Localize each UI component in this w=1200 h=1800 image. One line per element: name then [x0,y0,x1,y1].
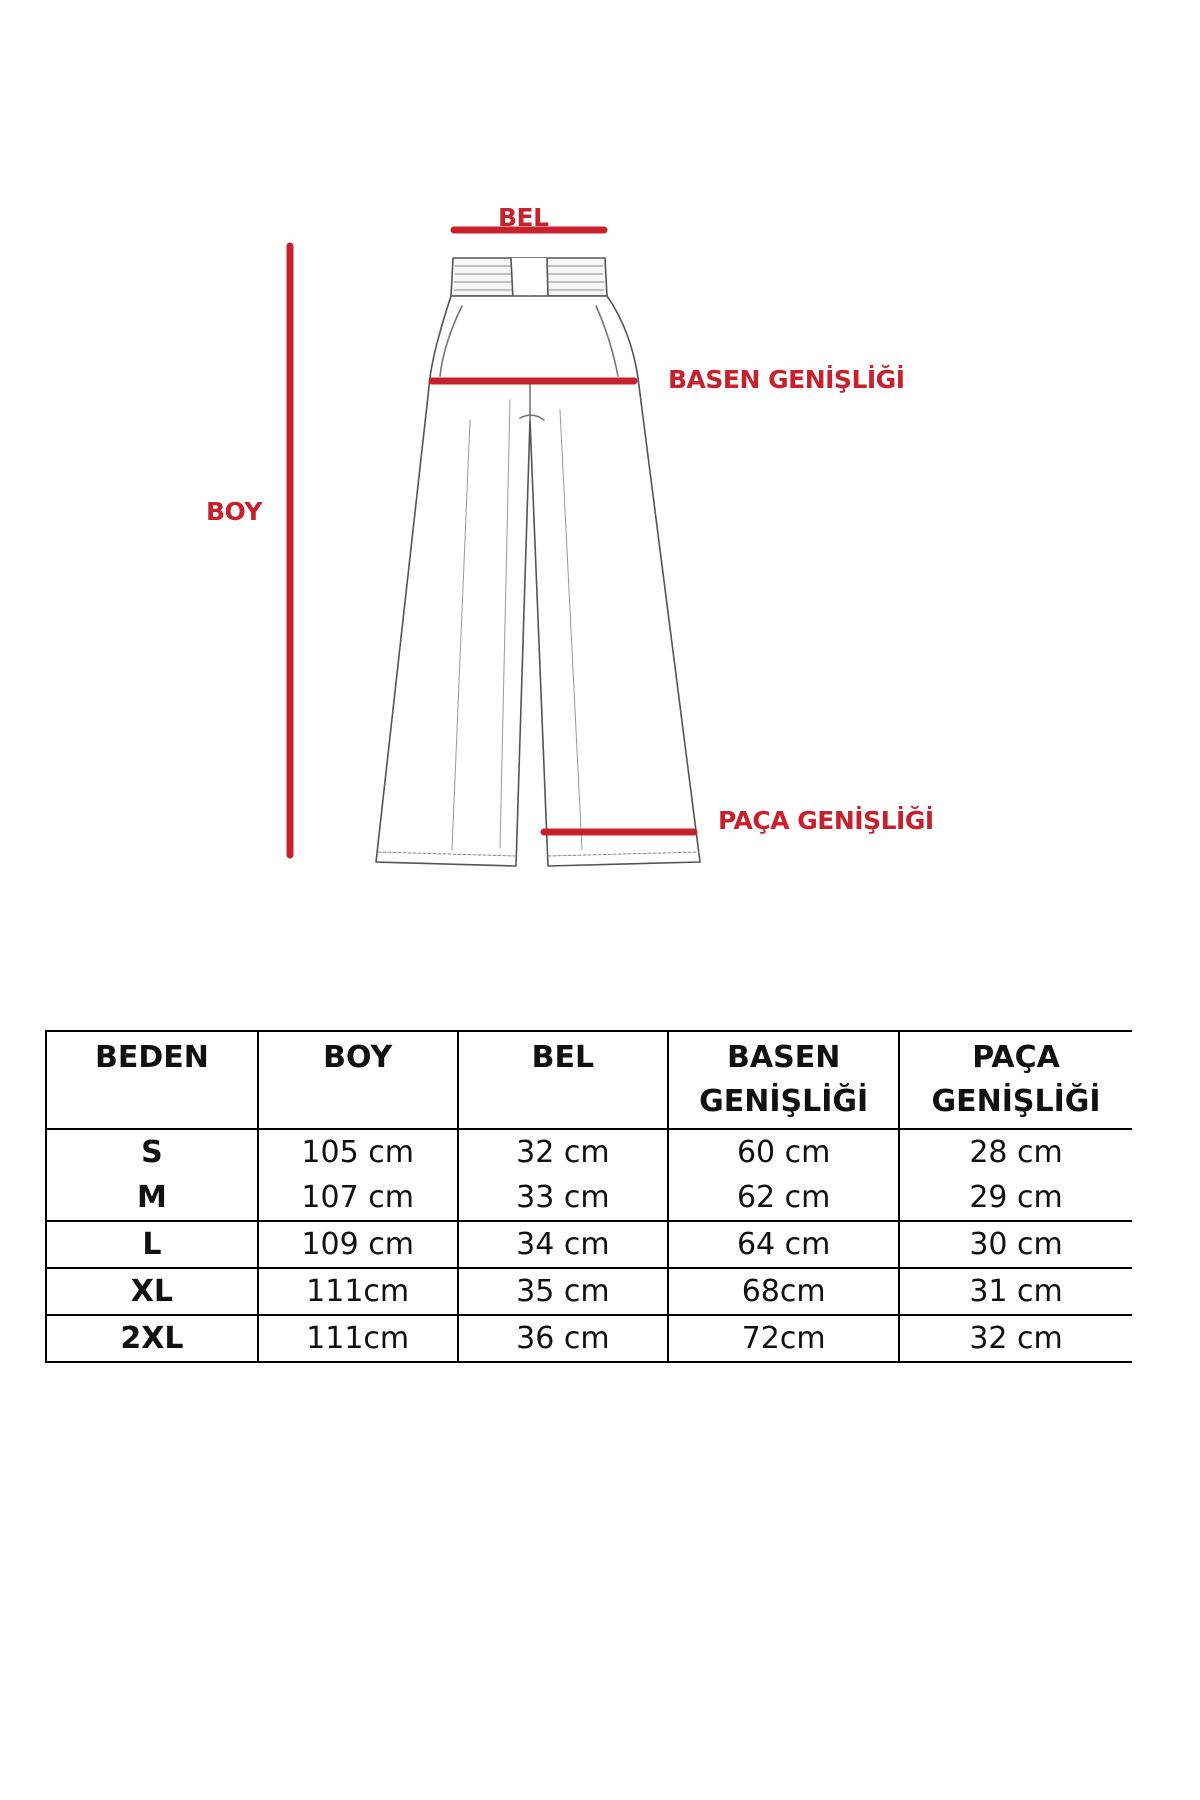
size-cell: M [46,1175,258,1221]
basen-cell: 72cm [668,1315,899,1362]
bel-cell: 34 cm [458,1221,669,1268]
basen-cell: 60 cm [668,1129,899,1175]
paca-cell: 32 cm [899,1315,1132,1362]
paca-cell: 29 cm [899,1175,1132,1221]
header-beden: BEDEN [46,1031,258,1129]
boy-cell: 105 cm [258,1129,458,1175]
table-row [46,1315,1132,1362]
bel-cell: 36 cm [458,1315,669,1362]
size-cell: L [46,1221,258,1268]
size-cell: S [46,1129,258,1175]
bel-cell: 33 cm [458,1175,669,1221]
paca-cell: 31 cm [899,1268,1132,1315]
table-row [46,1221,1132,1268]
table-row [46,1175,1132,1221]
table-row [46,1129,1132,1175]
bel-label: BEL [498,203,549,232]
boy-cell: 107 cm [258,1175,458,1221]
boy-cell: 111cm [258,1315,458,1362]
table-header-row [46,1031,1132,1129]
paca-cell: 30 cm [899,1221,1132,1268]
boy-cell: 109 cm [258,1221,458,1268]
header-basen: BASEN GENİŞLİĞİ [668,1031,899,1129]
boy-label: BOY [206,497,263,526]
basen-label: BASEN GENİŞLİĞİ [668,365,905,394]
header-paca: PAÇA GENİŞLİĞİ [899,1031,1132,1129]
size-chart-table [45,1030,1132,1363]
basen-cell: 64 cm [668,1221,899,1268]
size-cell: 2XL [46,1315,258,1362]
table-row [46,1268,1132,1315]
boy-cell: 111cm [258,1268,458,1315]
basen-cell: 62 cm [668,1175,899,1221]
header-bel: BEL [458,1031,669,1129]
bel-cell: 35 cm [458,1268,669,1315]
header-boy: BOY [258,1031,458,1129]
bel-cell: 32 cm [458,1129,669,1175]
paca-cell: 28 cm [969,1135,1063,1170]
paca-label: PAÇA GENİŞLİĞİ [718,806,934,835]
size-cell: XL [46,1268,258,1315]
basen-cell: 68cm [668,1268,899,1315]
